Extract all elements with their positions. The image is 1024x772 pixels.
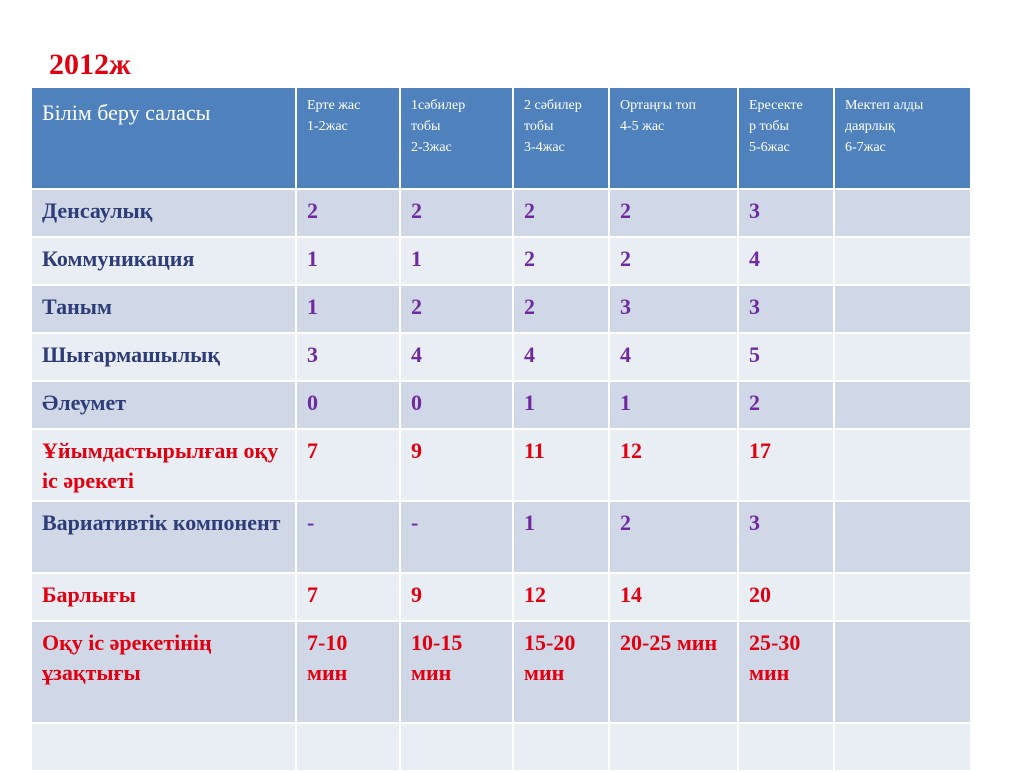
table-row	[31, 189, 971, 237]
curriculum-table	[30, 86, 972, 772]
row-label: Денсаулық	[31, 189, 296, 237]
table-cell: 15-20 мин	[513, 621, 609, 723]
table-cell: 4	[400, 333, 513, 381]
header-group-4: Ортаңғы топ 4-5 жас	[609, 87, 738, 189]
table-cell: 2	[609, 237, 738, 285]
table-cell: 9	[400, 429, 513, 501]
table-cell	[834, 237, 971, 285]
table-cell: 2	[513, 285, 609, 333]
row-label: Коммуникация	[31, 237, 296, 285]
table-cell: 1	[296, 237, 400, 285]
table-cell	[834, 723, 971, 771]
table-cell: 4	[738, 237, 834, 285]
table-cell: 12	[513, 573, 609, 621]
header-group-2: 1сәбилер тобы 2-3жас	[400, 87, 513, 189]
row-label: Таным	[31, 285, 296, 333]
table-cell	[834, 285, 971, 333]
table-cell: -	[400, 501, 513, 573]
table-cell: 3	[738, 501, 834, 573]
table-row	[31, 237, 971, 285]
header-group-5: Ересекте р тобы 5-6жас	[738, 87, 834, 189]
table-cell	[834, 333, 971, 381]
header-group-3: 2 сәбилер тобы 3-4жас	[513, 87, 609, 189]
header-subject: Білім беру саласы	[31, 87, 296, 189]
table-cell: 9	[400, 573, 513, 621]
table-cell	[296, 723, 400, 771]
table-cell: 2	[738, 381, 834, 429]
table-cell: 11	[513, 429, 609, 501]
table-cell: 2	[400, 285, 513, 333]
table-cell: 0	[296, 381, 400, 429]
row-label: Шығармашылық	[31, 333, 296, 381]
row-label: Вариативтік компонент	[31, 501, 296, 573]
table-cell: 1	[296, 285, 400, 333]
table-cell: -	[296, 501, 400, 573]
table-cell: 2	[609, 501, 738, 573]
table-row	[31, 381, 971, 429]
table-cell: 12	[609, 429, 738, 501]
table-row	[31, 723, 971, 771]
table-cell: 2	[513, 237, 609, 285]
header-group-1: Ерте жас 1-2жас	[296, 87, 400, 189]
table-cell	[834, 501, 971, 573]
table-row	[31, 573, 971, 621]
table-cell: 20	[738, 573, 834, 621]
table-row	[31, 333, 971, 381]
table-cell: 2	[296, 189, 400, 237]
table-cell: 0	[400, 381, 513, 429]
table-row	[31, 285, 971, 333]
table-cell: 1	[513, 381, 609, 429]
table-cell	[31, 723, 296, 771]
table-cell	[609, 723, 738, 771]
table-cell: 3	[738, 189, 834, 237]
table-row	[31, 621, 971, 723]
table-cell: 3	[296, 333, 400, 381]
table-cell	[834, 573, 971, 621]
row-label: Барлығы	[31, 573, 296, 621]
table-row	[31, 501, 971, 573]
table-cell	[834, 429, 971, 501]
row-label: Ұйымдастырылған оқу іс әрекеті	[31, 429, 296, 501]
table-cell: 7-10 мин	[296, 621, 400, 723]
table-header-row	[31, 87, 971, 189]
table-cell: 1	[609, 381, 738, 429]
table-cell: 4	[609, 333, 738, 381]
table-cell	[834, 381, 971, 429]
table-cell	[513, 723, 609, 771]
slide-title: 2012ж	[49, 48, 131, 81]
table-cell: 10-15 мин	[400, 621, 513, 723]
table-cell: 5	[738, 333, 834, 381]
table-cell: 14	[609, 573, 738, 621]
table-cell: 7	[296, 429, 400, 501]
table-cell: 1	[400, 237, 513, 285]
table-cell: 25-30 мин	[738, 621, 834, 723]
header-group-6: Мектеп алды даярлық 6-7жас	[834, 87, 971, 189]
table-cell: 2	[513, 189, 609, 237]
table-cell	[400, 723, 513, 771]
table-cell	[834, 189, 971, 237]
table-cell: 2	[609, 189, 738, 237]
table-cell: 3	[609, 285, 738, 333]
table-cell: 17	[738, 429, 834, 501]
table-row	[31, 429, 971, 501]
table-cell: 4	[513, 333, 609, 381]
table-cell: 2	[400, 189, 513, 237]
table-cell	[834, 621, 971, 723]
table-cell: 7	[296, 573, 400, 621]
row-label: Оқу іс әрекетінің ұзақтығы	[31, 621, 296, 723]
table-cell: 3	[738, 285, 834, 333]
table-cell: 20-25 мин	[609, 621, 738, 723]
row-label: Әлеумет	[31, 381, 296, 429]
table-cell: 1	[513, 501, 609, 573]
table-cell	[738, 723, 834, 771]
